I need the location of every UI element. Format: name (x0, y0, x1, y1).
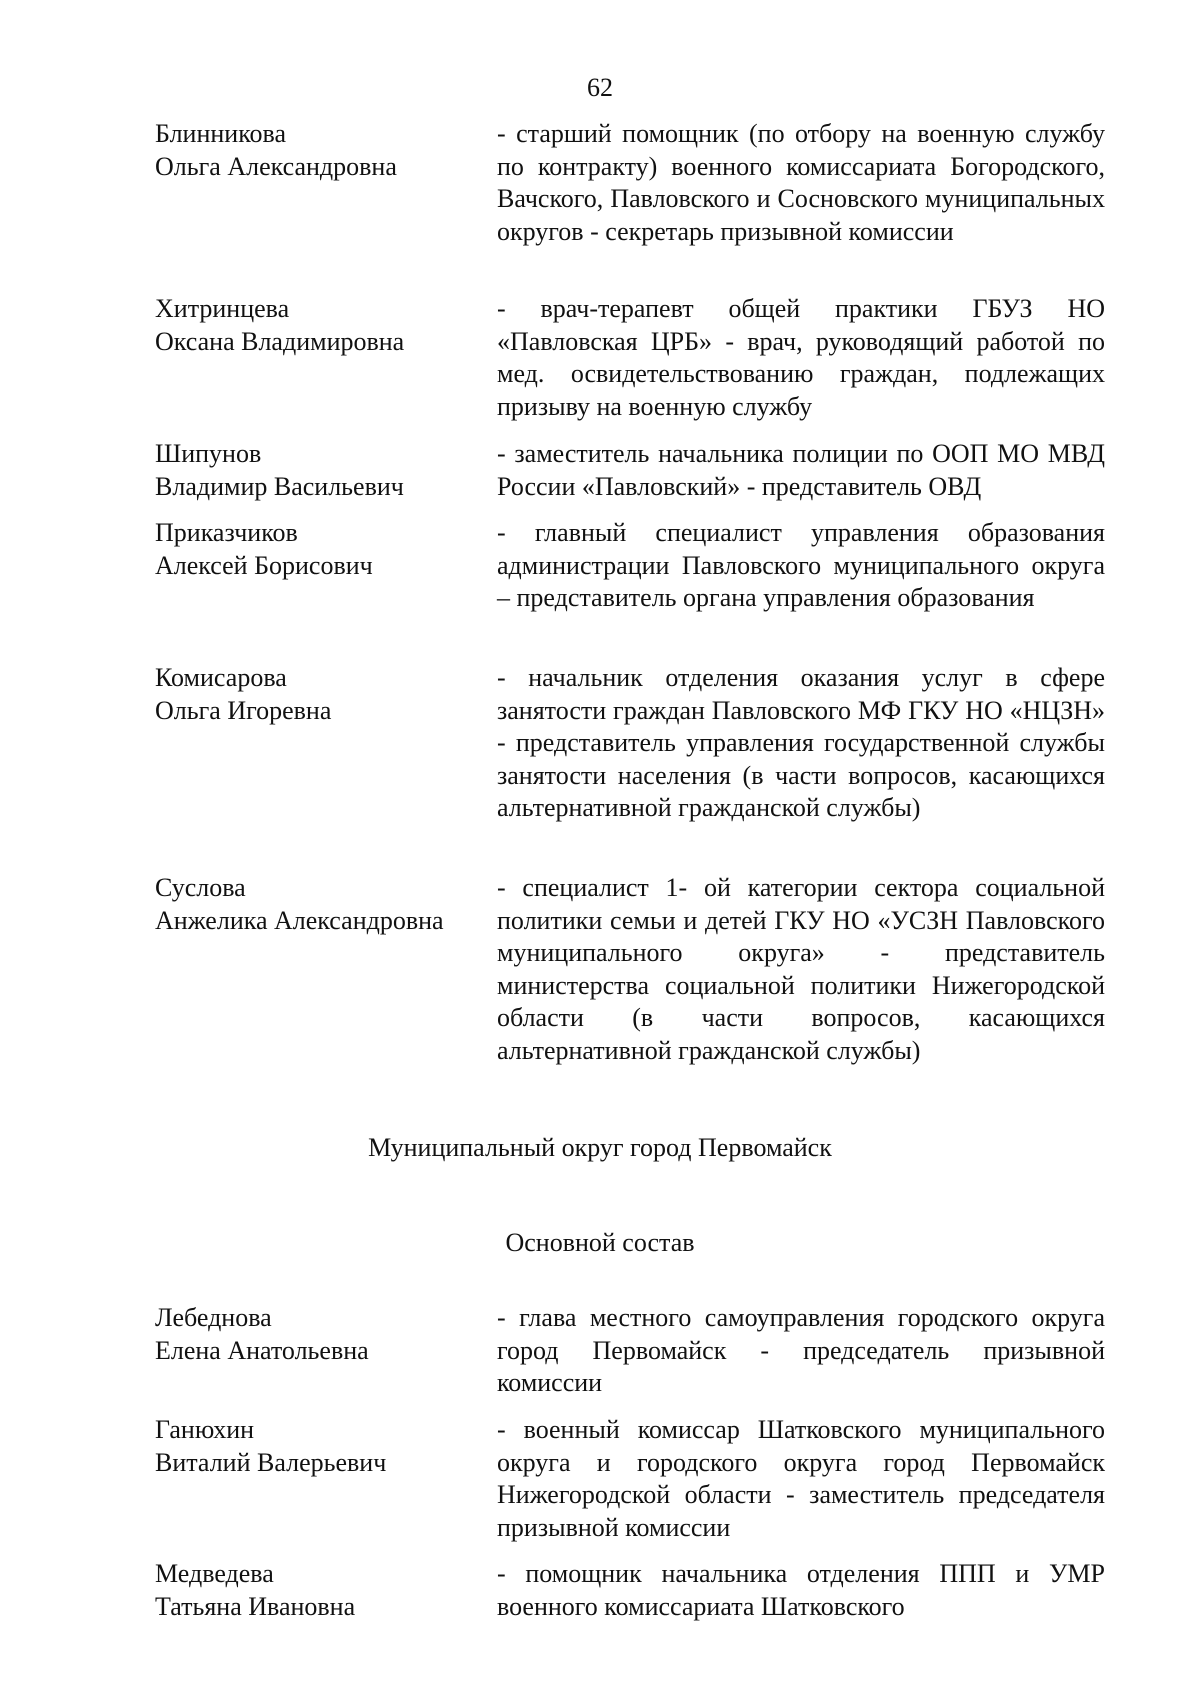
member-surname: Лебеднова (155, 1303, 272, 1332)
section-heading: Муниципальный округ город Первомайск (368, 1133, 832, 1162)
member-name (155, 872, 485, 937)
member-given-name: Оксана Владимировна (155, 326, 405, 356)
subsection-heading: Основной состав (505, 1228, 695, 1257)
member-given-name: Елена Анатольевна (155, 1335, 369, 1365)
member-surname: Суслова (155, 873, 246, 902)
member-name (155, 1558, 485, 1623)
member-given-name: Ольга Александровна (155, 151, 397, 181)
member-name (155, 438, 485, 503)
member-surname: Приказчиков (155, 518, 298, 547)
member-role: - старший помощник (по отбору на военную службу по контракту) военного комиссариата Богородского, Вачского, Павловского и Сосновского муниципальных округов - секретарь призывной комиссии (497, 119, 1105, 246)
member-role: - начальник отделения оказания услуг в сфере занятости граждан Павловского МФ ГКУ НО «НЦЗН» - представитель управления государственной службы занятости населения (в части вопросов, касающихся альтернативной гражданской службы) (497, 663, 1105, 823)
member-role: - главный специалист управления образования администрации Павловского муниципального округа – представитель органа управления образования (497, 518, 1105, 613)
member-given-name: Татьяна Ивановна (155, 1591, 356, 1621)
member-role: - помощник начальника отделения ППП и УМР военного комиссариата Шатковского (497, 1559, 1105, 1621)
member-name (155, 293, 485, 358)
member-role: - специалист 1- ой категории сектора социальной политики семьи и детей ГКУ НО «УСЗН Павловского муниципального округа» - представитель министерства социальной политики Нижегородской области (в части вопросов, касающихся альтернативной гражданской службы) (497, 873, 1105, 1065)
member-surname: Комисарова (155, 663, 287, 692)
member-name (155, 1302, 485, 1367)
member-surname: Хитринцева (155, 294, 290, 323)
member-role: - глава местного самоуправления городского округа город Первомайск - председатель призывной комиссии (497, 1303, 1105, 1398)
member-given-name: Ольга Игоревна (155, 695, 332, 725)
member-given-name: Анжелика Александровна (155, 905, 444, 935)
member-given-name: Алексей Борисович (155, 550, 373, 580)
member-surname: Медведева (155, 1559, 274, 1588)
member-role: - военный комиссар Шатковского муниципального округа и городского округа город Первомайск Нижегородской области - заместитель председателя призывной комиссии (497, 1415, 1105, 1542)
member-name (155, 517, 485, 582)
member-name (155, 118, 485, 183)
member-surname: Ганюхин (155, 1415, 255, 1444)
member-surname: Блинникова (155, 119, 287, 148)
member-name (155, 1414, 485, 1479)
member-role: - врач-терапевт общей практики ГБУЗ НО «Павловская ЦРБ» - врач, руководящий работой по мед. освидетельствованию граждан, подлежащих призыву на военную службу (497, 294, 1105, 421)
member-given-name: Владимир Васильевич (155, 471, 404, 501)
member-surname: Шипунов (155, 439, 262, 468)
member-role: - заместитель начальника полиции по ООП МО МВД России «Павловский» - представитель ОВД (497, 439, 1105, 501)
member-given-name: Виталий Валерьевич (155, 1447, 387, 1477)
member-name (155, 662, 485, 727)
page-number: 62 (587, 73, 613, 102)
